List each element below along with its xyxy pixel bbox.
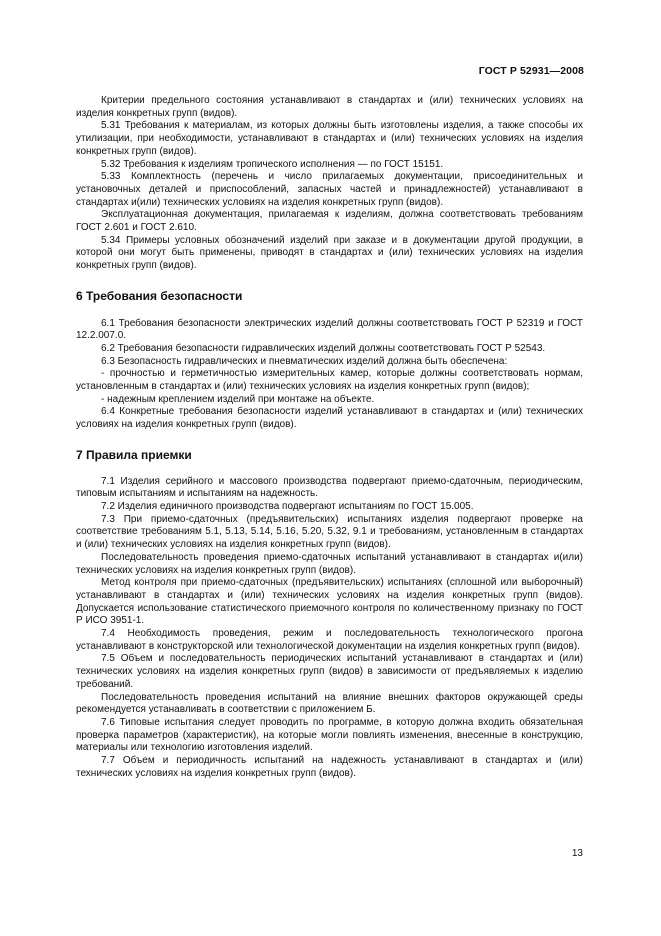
paragraph: 7.2 Изделия единичного производства подвергают испытаниям по ГОСТ 15.005. [101, 500, 474, 512]
paragraph: 6.4 Конкретные требования безопасности изделий устанавливают в стандартах и (или) технических условиях на изделия конкретных групп (видов). [76, 406, 583, 431]
section-6-heading: 6 Требования безопасности [76, 288, 243, 303]
page-number: 13 [571, 848, 583, 859]
paragraph: 5.33 Комплектность (перечень и число прилагаемых документации, присоединительных и установочных деталей и приспособлений, запасных частей и принадлежностей) устанавливают в стандартах и(или) технических условиях на изделия конкретных групп (видов). [76, 171, 583, 208]
paragraph: Эксплуатационная документация, прилагаемая к изделиям, должна соответствовать требованиям ГОСТ 2.601 и ГОСТ 2.610. [76, 209, 583, 234]
paragraph: 7.5 Объем и последовательность периодических испытаний устанавливают в стандартах и (или) технических условиях на изделия конкретных групп (видов) в зависимости от предъявляемых к изделию требований. [76, 653, 583, 690]
document-body [76, 95, 583, 780]
paragraph: 7.4 Необходимость проведения, режим и последовательность технологического прогона устанавливают в конструкторской или технологической документации на изделия конкретных групп (видов). [76, 628, 583, 652]
paragraph: Критерии предельного состояния устанавливают в стандартах и (или) технических условиях на изделия конкретных групп (видов). [76, 95, 583, 119]
paragraph: Последовательность проведения испытаний на влияние внешних факторов окружающей среды рекомендуется устанавливать в соответствии с приложением Б. [76, 691, 583, 716]
paragraph: 5.34 Примеры условных обозначений изделий при заказе и в документации другой продукции, в которой они могут быть применены, приводят в стандартах и (или) технических условиях на изделия конкретных групп (видов). [76, 234, 583, 272]
paragraph: 7.7 Объем и периодичность испытаний на надежность устанавливают в стандартах и (или) технических условиях на изделия конкретных групп (видов). [76, 755, 583, 779]
list-item: - надежным креплением изделий при монтаже на объекте. [101, 393, 375, 405]
paragraph: 5.32 Требования к изделиям тропического исполнения — по ГОСТ 15151. [101, 158, 444, 170]
paragraph: 5.31 Требования к материалам, из которых должны быть изготовлены изделия, а также способы их утилизации, при необходимости, устанавливают в стандартах и (или) технических условиях на изделия конкретных групп (видов). [76, 120, 583, 157]
list-item: - прочностью и герметичностью измерительных камер, которые должны соответствовать нормам, установленным в стандартах и (или) технических условиях на изделия конкретных групп (видов); [76, 368, 583, 393]
paragraph: 6.2 Требования безопасности гидравлических изделий должны соответствовать ГОСТ Р 52543. [101, 342, 546, 354]
section-7-heading: 7 Правила приемки [76, 447, 192, 462]
paragraph: 6.1 Требования безопасности электрических изделий должны соответствовать ГОСТ Р 52319 и ГОСТ 12.2.007.0. [76, 317, 583, 342]
document-number-header: ГОСТ Р 52931—2008 [478, 65, 584, 77]
paragraph: Метод контроля при приемо-сдаточных (предъявительских) испытаниях (сплошной или выборочный) устанавливают в стандартах и (или) технических условиях на изделия конкретных групп (видов). Допускается использование статистического приемочного контроля по количественному признаку по ГОСТ Р ИСО 3951-1. [76, 577, 583, 627]
paragraph: 6.3 Безопасность гидравлических и пневматических изделий должна быть обеспечена: [101, 355, 508, 367]
paragraph: Последовательность проведения приемо-сдаточных испытаний устанавливают в стандартах и(или) технических условиях на изделия конкретных групп (видов). [76, 551, 583, 576]
paragraph: 7.1 Изделия серийного и массового производства подвергают приемо-сдаточным, периодическим, типовым испытаниям и испытаниям на надежность. [76, 475, 583, 500]
paragraph: 7.3 При приемо-сдаточных (предъявительских) испытаниях изделия подвергают проверке на соответствие требованиям 5.1, 5.13, 5.14, 5.16, 5.20, 5.32, 9.1 и требованиям, установленным в стандартах и (или) технических условиях на изделия конкретных групп (видов). [76, 513, 583, 551]
paragraph: 7.6 Типовые испытания следует проводить по программе, в которую должна входить обязательная проверка параметров (характеристик), на которые могли повлиять изменения, внесенные в конструкцию, материалы или технологию изготовления изделий. [76, 716, 583, 754]
